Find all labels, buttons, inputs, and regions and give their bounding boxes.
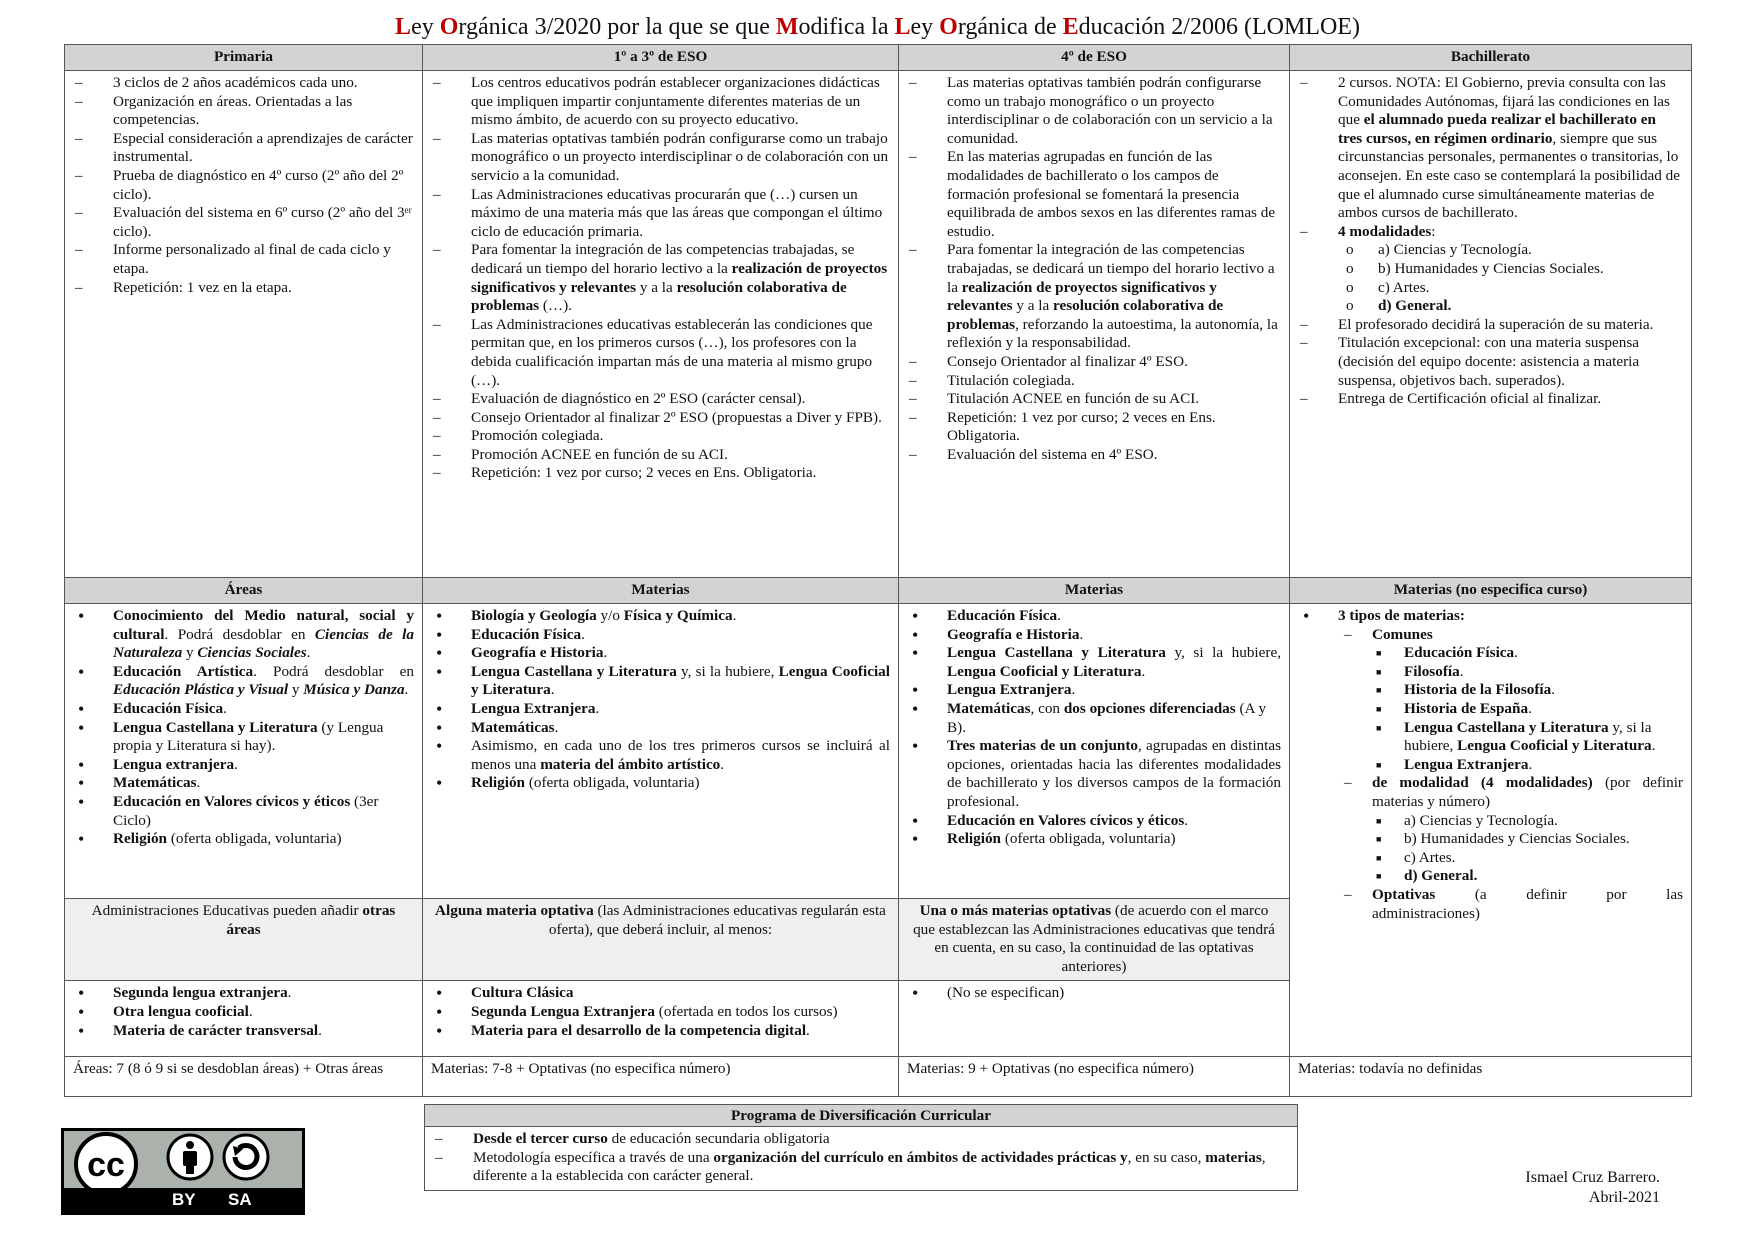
list-item: • Educación Artística. Podrá desdoblar en Educación Plástica y Visual y Música y Danza. xyxy=(73,663,414,700)
list-item: – Repetición: 1 vez por curso; 2 veces en Ens. Obligatoria. xyxy=(431,464,890,483)
list-item: – Prueba de diagnóstico en 4º curso (2º año del 2º ciclo). xyxy=(73,167,414,204)
list-item: – Las Administraciones educativas procurarán que (…) cursen un máximo de una materia más que las áreas que compongan el último ciclo de educación primaria. xyxy=(431,186,890,242)
list-item: • Materia para el desarrollo de la competencia digital. xyxy=(431,1022,890,1041)
list-item: – Optativas (a definir por las administraciones) xyxy=(1342,886,1683,923)
title-text: odifica la xyxy=(798,14,895,40)
title-text: ey xyxy=(910,14,940,40)
list-item: • Conocimiento del Medio natural, social y cultural. Podrá desdoblar en Ciencias de la Naturaleza y Ciencias Sociales. xyxy=(73,607,414,663)
eso13-general xyxy=(423,71,899,578)
list-item: – 4 modalidades: o a) Ciencias y Tecnología. o b) Humanidades y Ciencias Sociales. o c) Artes. o d) General. xyxy=(1298,223,1683,316)
list-item: – Evaluación de diagnóstico en 2º ESO (carácter censal). xyxy=(431,390,890,409)
list-item: – Las Administraciones educativas establecerán las condiciones que permitan que, en los primeros cursos (…), los profesores con la debida cualificación impartan más de una materia al mismo grupo (…). xyxy=(431,316,890,390)
eso4-general xyxy=(899,71,1290,578)
cc-icons xyxy=(64,1131,302,1191)
totals-row xyxy=(65,1057,1692,1097)
header-eso-4: 4º de ESO xyxy=(899,45,1290,71)
list-item: – Promoción colegiada. xyxy=(431,427,890,446)
eso13-optional xyxy=(423,981,899,1057)
subjects-row xyxy=(65,604,1692,899)
list-item: • Segunda lengua extranjera. xyxy=(73,984,414,1003)
subject-item: ■ Lengua Castellana y Literatura y, si la hubiere, Lengua Cooficial y Literatura. xyxy=(1374,719,1683,756)
list-item: • Educación en Valores cívicos y éticos. xyxy=(907,812,1281,831)
diversificacion-table xyxy=(424,1104,1298,1191)
list-item: • Lengua Castellana y Literatura y, si la hubiere, Lengua Cooficial y Literatura. xyxy=(907,644,1281,681)
eso4-note: Una o más materias optativas (de acuerdo con el marco que establezcan las Administraciones educativas que tendrá en cuenta, en su caso, la continuidad de las optativas anteriores) xyxy=(899,899,1290,981)
header-eso-1-3: 1º a 3º de ESO xyxy=(423,45,899,71)
subject-item: ■ Educación Física. xyxy=(1374,644,1683,663)
title-initial: E xyxy=(1062,14,1079,40)
list-item: – Repetición: 1 vez por curso; 2 veces en Ens. Obligatoria. xyxy=(907,409,1281,446)
license-sa: SA xyxy=(228,1190,252,1209)
modality-item: o a) Ciencias y Tecnología. xyxy=(1340,241,1683,260)
list-item: – Organización en áreas. Orientadas a las competencias. xyxy=(73,93,414,130)
list-item: • Lengua Extranjera. xyxy=(431,700,890,719)
lomloe-table xyxy=(64,44,1692,1097)
eso13-materias xyxy=(423,604,899,899)
bachillerato-materias xyxy=(1290,604,1692,1057)
primaria-areas xyxy=(65,604,423,899)
page-title xyxy=(0,12,1755,42)
list-item: • Lengua extranjera. xyxy=(73,756,414,775)
list-item: – Titulación colegiada. xyxy=(907,372,1281,391)
title-text: ducación 2/2006 (LOMLOE) xyxy=(1078,14,1360,40)
list-item: • Matemáticas. xyxy=(73,774,414,793)
header-materias-eso13: Materias xyxy=(423,578,899,604)
list-item: – Los centros educativos podrán establecer organizaciones didácticas que impliquen impartir conjuntamente diferentes materias de un mismo ámbito, de acuerdo con su proyecto educativo. xyxy=(431,74,890,130)
cc-mark: cc xyxy=(87,1146,125,1184)
list-item: • 3 tipos de materias: – Comunes ■ Educación Física. ■ Filosofía. ■ Historia de la Filosofía. ■ Historia de España. ■ Lengua Castellana y Literatura y, si la hubiere, Lengua Cooficial y Literatura. ■ Lengua Extranjera. – de modalidad (4 modalidades) (por definir materias y número) ■ a) Ciencias y Tecnología. ■ b) Humanidades y Ciencias Sociales. ■ c) Artes. ■ d) General. – Optativas (a definir por las administraciones) xyxy=(1298,607,1683,923)
list-item: • Lengua Castellana y Literatura y, si la hubiere, Lengua Cooficial y Literatura. xyxy=(431,663,890,700)
license-by: BY xyxy=(172,1190,196,1209)
list-item: • Cultura Clásica xyxy=(431,984,890,1003)
bachillerato-general xyxy=(1290,71,1692,578)
list-item: – Evaluación del sistema en 4º ESO. xyxy=(907,446,1281,465)
modality-item: ■ c) Artes. xyxy=(1374,849,1683,868)
title-text: rgánica de xyxy=(957,14,1063,40)
list-item: • Educación Física. xyxy=(73,700,414,719)
primaria-optional xyxy=(65,981,423,1057)
primaria-note: Administraciones Educativas pueden añadir otras áreas xyxy=(65,899,423,981)
title-initial: M xyxy=(775,14,799,40)
list-item: – 2 cursos. NOTA: El Gobierno, previa consulta con las Comunidades Autónomas, fijará las condiciones en las que el alumnado pueda realizar el bachillerato en tres cursos, en régimen ordinario, siempre que sus circunstancias personales, permanentes o transitorias, lo aconsejen. En este caso se contemplará la posibilidad de que el alumnado curse simultáneamente materias de ambos cursos de bachillerato. xyxy=(1298,74,1683,223)
list-item: – Titulación ACNEE en función de su ACI. xyxy=(907,390,1281,409)
list-item: • Geografía e Historia. xyxy=(907,626,1281,645)
list-item: – Repetición: 1 vez en la etapa. xyxy=(73,279,414,298)
list-item: – En las materias agrupadas en función de las modalidades de bachillerato o los campos de formación profesional se fomentará la presencia equilibrada de ambos sexos en las diferentes ramas de estudio. xyxy=(907,148,1281,241)
header-primaria: Primaria xyxy=(65,45,423,71)
list-item: – Entrega de Certificación oficial al finalizar. xyxy=(1298,390,1683,409)
list-item: – Para fomentar la integración de las competencias trabajadas, se dedicará un tiempo del horario lectivo a la realización de proyectos significativos y relevantes y a la resolución colaborativa de problemas (…). xyxy=(431,241,890,315)
pdc-header: Programa de Diversificación Curricular xyxy=(425,1105,1298,1127)
list-item: – Consejo Orientador al finalizar 4º ESO. xyxy=(907,353,1281,372)
modality-item: ■ b) Humanidades y Ciencias Sociales. xyxy=(1374,830,1683,849)
subject-item: ■ Filosofía. xyxy=(1374,663,1683,682)
cc-by-sa-logo xyxy=(61,1128,305,1215)
list-item: • Religión (oferta obligada, voluntaria) xyxy=(907,830,1281,849)
primaria-total: Áreas: 7 (8 ó 9 si se desdoblan áreas) + Otras áreas xyxy=(65,1057,423,1097)
title-text: ey xyxy=(411,14,440,40)
list-item: • Tres materias de un conjunto, agrupadas en distintas opciones, orientadas hacia las diferentes modalidades de bachillerato y los diversos campos de la formación profesional. xyxy=(907,737,1281,811)
list-item: • Matemáticas. xyxy=(431,719,890,738)
list-item: • Matemáticas, con dos opciones diferenciadas (A y B). xyxy=(907,700,1281,737)
modality-item: o b) Humanidades y Ciencias Sociales. xyxy=(1340,260,1683,279)
eso13-note: Alguna materia optativa (las Administraciones educativas regularán esta oferta), que deberá incluir, al menos: xyxy=(423,899,899,981)
list-item: • Educación Física. xyxy=(907,607,1281,626)
header-materias-bach: Materias (no especifica curso) xyxy=(1290,578,1692,604)
primaria-general xyxy=(65,71,423,578)
list-item: – Consejo Orientador al finalizar 2º ESO (propuestas a Diver y FPB). xyxy=(431,409,890,428)
list-item: – Especial consideración a aprendizajes de carácter instrumental. xyxy=(73,130,414,167)
list-item: – Promoción ACNEE en función de su ACI. xyxy=(431,446,890,465)
title-text: rgánica 3/2020 por la que se que xyxy=(458,14,776,40)
title-initial: O xyxy=(439,14,459,40)
general-row xyxy=(65,71,1692,578)
list-item: • Lengua Extranjera. xyxy=(907,681,1281,700)
subject-item: ■ Historia de la Filosofía. xyxy=(1374,681,1683,700)
list-item: • Religión (oferta obligada, voluntaria) xyxy=(73,830,414,849)
list-item: • Materia de carácter transversal. xyxy=(73,1022,414,1041)
header-bachillerato: Bachillerato xyxy=(1290,45,1692,71)
header-materias-eso4: Materias xyxy=(899,578,1290,604)
modality-item: o c) Artes. xyxy=(1340,279,1683,298)
list-item: • Religión (oferta obligada, voluntaria) xyxy=(431,774,890,793)
list-item: • Geografía e Historia. xyxy=(431,644,890,663)
author-name: Ismael Cruz Barrero. xyxy=(1525,1169,1660,1186)
eso4-materias xyxy=(899,604,1290,899)
list-item: • Lengua Castellana y Literatura (y Lengua propia y Literatura si hay). xyxy=(73,719,414,756)
modality-item: ■ d) General. xyxy=(1374,867,1683,886)
list-item: • Biología y Geología y/o Física y Química. xyxy=(431,607,890,626)
list-item: • Asimismo, en cada uno de los tres primeros cursos se incluirá al menos una materia del ámbito artístico. xyxy=(431,737,890,774)
eso4-total: Materias: 9 + Optativas (no especifica número) xyxy=(899,1057,1290,1097)
list-item: • Educación Física. xyxy=(431,626,890,645)
modality-item: o d) General. xyxy=(1340,297,1683,316)
list-item: – Las materias optativas también podrán configurarse como un trabajo monográfico o un proyecto interdisciplinar o de colaboración con un servicio a la comunidad. xyxy=(431,130,890,186)
list-item: – Comunes ■ Educación Física. ■ Filosofía. ■ Historia de la Filosofía. ■ Historia de España. ■ Lengua Castellana y Literatura y, si la hubiere, Lengua Cooficial y Literatura. ■ Lengua Extranjera. xyxy=(1342,626,1683,775)
eso4-optional xyxy=(899,981,1290,1057)
list-item: – Informe personalizado al final de cada ciclo y etapa. xyxy=(73,241,414,278)
list-item: – Para fomentar la integración de las competencias trabajadas, se dedicará un tiempo del horario lectivo a la realización de proyectos significativos y relevantes y a la resolución colaborativa de problemas, reforzando la autoestima, la autonomía, la reflexión y la responsabilidad. xyxy=(907,241,1281,353)
bachillerato-total: Materias: todavía no definidas xyxy=(1290,1057,1692,1097)
subheader-row xyxy=(65,578,1692,604)
share-alike-icon xyxy=(224,1135,268,1179)
author-date: Abril-2021 xyxy=(1588,1189,1660,1206)
list-item: • Otra lengua cooficial. xyxy=(73,1003,414,1022)
pdc-body xyxy=(425,1127,1298,1191)
title-initial: O xyxy=(939,14,958,40)
modality-item: ■ a) Ciencias y Tecnología. xyxy=(1374,812,1683,831)
list-item: – Titulación excepcional: con una materia suspensa (decisión del equipo docente: asistencia a materia suspensa, objetivos bach. superados). xyxy=(1298,334,1683,390)
title-initial: L xyxy=(894,14,911,40)
list-item: – El profesorado decidirá la superación de su materia. xyxy=(1298,316,1683,335)
list-item: – 3 ciclos de 2 años académicos cada uno. xyxy=(73,74,414,93)
list-item: – Metodología específica a través de una organización del currículo en ámbitos de actividades prácticas y, en su caso, materias, diferente a la establecida con carácter general. xyxy=(433,1149,1289,1186)
list-item: • Segunda Lengua Extranjera (ofertada en todos los cursos) xyxy=(431,1003,890,1022)
list-item: • Educación en Valores cívicos y éticos (3er Ciclo) xyxy=(73,793,414,830)
list-item: – Las materias optativas también podrán configurarse como un trabajo monográfico o un proyecto interdisciplinar o de colaboración con un servicio a la comunidad. xyxy=(907,74,1281,148)
subject-item: ■ Historia de España. xyxy=(1374,700,1683,719)
list-item: – de modalidad (4 modalidades) (por definir materias y número) ■ a) Ciencias y Tecnología. ■ b) Humanidades y Ciencias Sociales. ■ c) Artes. ■ d) General. xyxy=(1342,774,1683,886)
header-row xyxy=(65,45,1692,71)
subject-item: ■ Lengua Extranjera. xyxy=(1374,756,1683,775)
eso13-total: Materias: 7-8 + Optativas (no especifica número) xyxy=(423,1057,899,1097)
list-item: • (No se especifican) xyxy=(907,984,1281,1003)
header-areas: Áreas xyxy=(65,578,423,604)
list-item: – Evaluación del sistema en 6º curso (2º año del 3ᵉʳ ciclo). xyxy=(73,204,414,241)
author-block xyxy=(1440,1168,1660,1208)
list-item: – Desde el tercer curso de educación secundaria obligatoria xyxy=(433,1130,1289,1149)
title-initial: L xyxy=(395,14,412,40)
